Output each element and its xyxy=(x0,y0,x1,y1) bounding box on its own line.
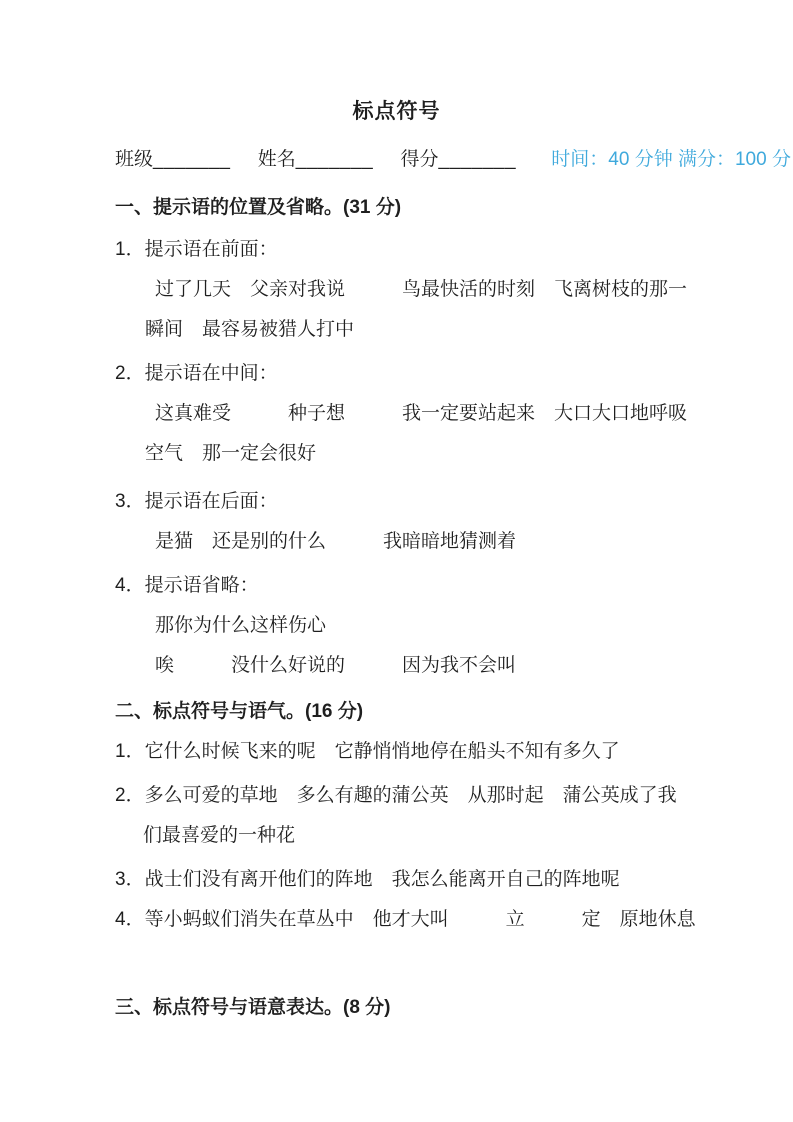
section1-item1-label: 1．提示语在前面： xyxy=(115,239,278,260)
page-title: 标点符号 xyxy=(352,100,441,123)
section1-item3-label: 3．提示语在后面： xyxy=(115,491,278,512)
score-blank: _______ xyxy=(438,149,517,170)
name-label: 姓名 xyxy=(257,149,296,170)
section1-item3-example-line1: 是猫 还是别的什么 我暗暗地猜测着 xyxy=(155,531,517,552)
section2-item2-line1: 2．多么可爱的草地 多么有趣的蒲公英 从那时起 蒲公英成了我 xyxy=(115,785,677,806)
worksheet-content xyxy=(115,140,791,1028)
score-field xyxy=(401,149,516,170)
section1-item2-example-line1: 这真难受 种子想 我一定要站起来 大口大口地呼吸 xyxy=(155,403,688,424)
section2-item1: 1．它什么时候飞来的呢 它静悄悄地停在船头不知有多久了 xyxy=(115,741,620,762)
class-label: 班级 xyxy=(115,149,154,170)
class-blank: _______ xyxy=(153,149,231,170)
time-and-total-score-note: 时间：40 分钟 满分：100 分 xyxy=(551,149,791,170)
section1-item1-example-line1: 过了几天 父亲对我说 鸟最快活的时刻 飞离树枝的那一 xyxy=(155,279,688,300)
name-field xyxy=(258,149,373,170)
section1-item2-label: 2．提示语在中间： xyxy=(115,363,278,384)
class-field xyxy=(115,149,230,170)
section-1-heading: 一、提示语的位置及省略。(31 分) xyxy=(115,197,402,218)
student-info-row xyxy=(115,140,791,180)
section2-item2-line2: 们最喜爱的一种花 xyxy=(143,825,296,846)
section1-item1-example-line2: 瞬间 最容易被猎人打中 xyxy=(145,319,355,340)
section2-item4: 4．等小蚂蚁们消失在草丛中 他才大叫 立 定 原地休息 xyxy=(115,909,696,930)
section2-item3: 3．战士们没有离开他们的阵地 我怎么能离开自己的阵地呢 xyxy=(115,869,620,890)
section1-item2-example-line2: 空气 那一定会很好 xyxy=(145,443,317,464)
section1-item4-example-line2: 唉 没什么好说的 因为我不会叫 xyxy=(155,655,517,676)
name-blank: _______ xyxy=(295,149,374,170)
section-2-heading: 二、标点符号与语气。(16 分) xyxy=(115,701,364,722)
section1-item4-label: 4．提示语省略： xyxy=(115,575,259,596)
section1-item4-example-line1: 那你为什么这样伤心 xyxy=(155,615,327,636)
section-3-heading: 三、标点符号与语意表达。(8 分) xyxy=(115,997,391,1018)
score-label: 得分 xyxy=(400,149,439,170)
